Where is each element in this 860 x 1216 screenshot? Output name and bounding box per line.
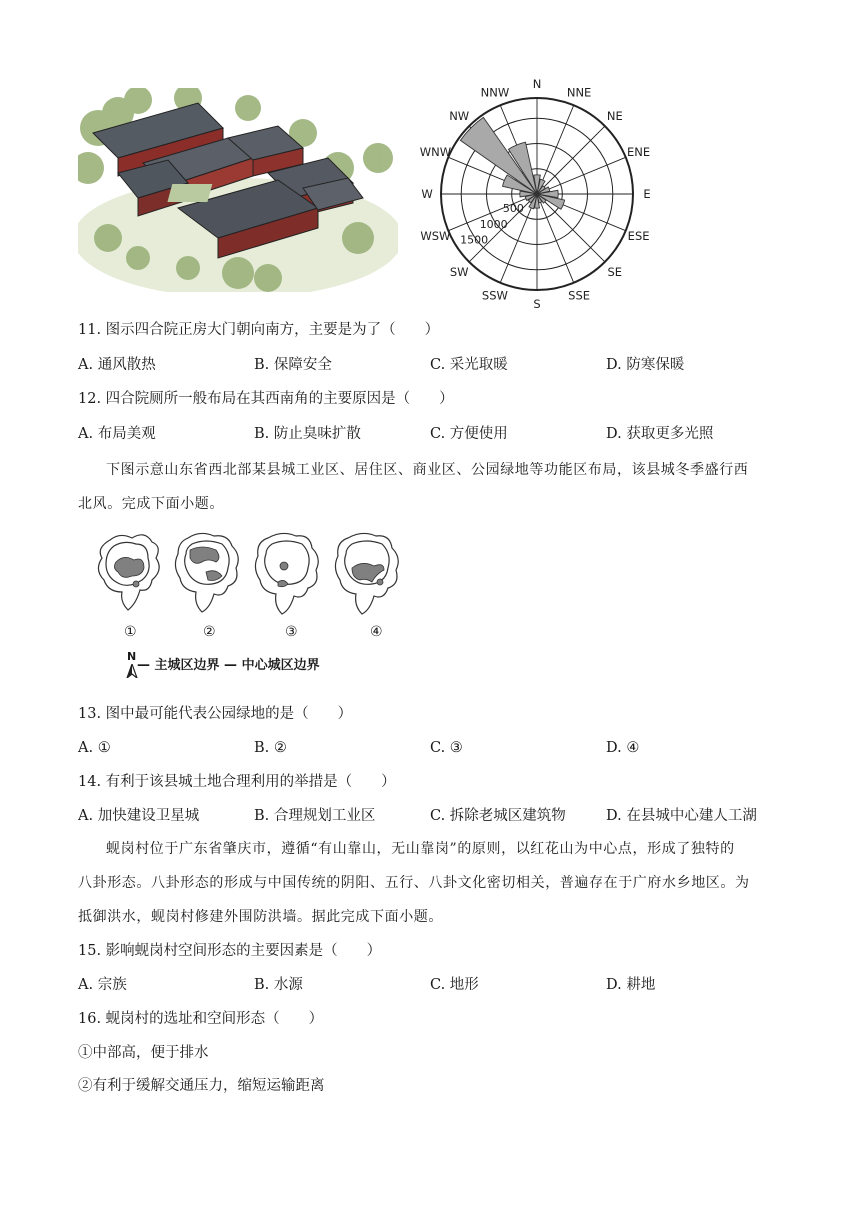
q12-option-c[interactable]: C. 方便使用 xyxy=(430,426,508,442)
courtyard-illustration xyxy=(78,88,398,292)
q13-option-b[interactable]: B. ② xyxy=(254,740,287,756)
map-label-2: ② xyxy=(203,624,216,640)
question-11-stem: 11. 图示四合院正房大门朝向南方，主要是为了（ ） xyxy=(78,322,440,338)
q15-option-a[interactable]: A. 宗族 xyxy=(78,977,127,993)
question-15-stem: 15. 影响蚬岗村空间形态的主要因素是（ ） xyxy=(78,943,382,959)
q15-option-c[interactable]: C. 地形 xyxy=(430,977,479,993)
question-14-stem: 14. 有利于该县城土地合理利用的举措是（ ） xyxy=(78,774,396,790)
rose-label-sw: SW xyxy=(449,264,469,279)
rose-label-nnw: NNW xyxy=(480,85,510,100)
rose-label-nw: NW xyxy=(449,109,470,124)
rose-spoke xyxy=(537,194,605,262)
rose-label-ssw: SSW xyxy=(481,288,508,303)
q16-statement-1: ①中部高，便于排水 xyxy=(78,1045,209,1061)
rose-label-wsw: WSW xyxy=(420,229,451,244)
passage-2 xyxy=(78,832,778,934)
passage-2-line-2: 八卦形态。八卦形态的形成与中国传统的阴阳、五行、八卦文化密切相关，普遍存在于广府水乡地区。为 xyxy=(78,875,750,891)
land-use-maps xyxy=(90,528,420,622)
rose-label-sse: SSE xyxy=(568,288,591,303)
q14-option-b[interactable]: B. 合理规划工业区 xyxy=(254,808,376,824)
passage-2-line-1: 蚬岗村位于广东省肇庆市，遵循“有山靠山，无山靠岗”的原则，以红花山为中心点，形成了独特的 xyxy=(106,841,735,857)
map-legend: — 主城区边界 — 中心城区边界 xyxy=(137,658,320,673)
q14-option-a[interactable]: A. 加快建设卫星城 xyxy=(78,808,200,824)
q15-option-b[interactable]: B. 水源 xyxy=(254,977,303,993)
q11-option-d[interactable]: D. 防寒保暖 xyxy=(606,357,685,373)
rose-ring-label: 500 xyxy=(502,201,524,215)
q13-option-d[interactable]: D. ④ xyxy=(606,740,640,756)
q12-option-b[interactable]: B. 防止臭味扩散 xyxy=(254,426,361,442)
rose-label-n: N xyxy=(532,78,542,91)
question-13-stem: 13. 图中最可能代表公园绿地的是（ ） xyxy=(78,706,353,722)
passage-1-line-2: 北风。完成下面小题。 xyxy=(78,496,224,512)
q14-option-d[interactable]: D. 在县城中心建人工湖 xyxy=(606,808,757,824)
rose-spoke xyxy=(537,126,605,194)
q11-option-a[interactable]: A. 通风散热 xyxy=(78,357,156,373)
map-label-1: ① xyxy=(124,624,137,640)
q12-option-a[interactable]: A. 布局美观 xyxy=(78,426,156,442)
passage-2-line-3: 抵御洪水，蚬岗村修建外围防洪墙。据此完成下面小题。 xyxy=(78,909,443,925)
q14-option-c[interactable]: C. 拆除老城区建筑物 xyxy=(430,808,566,824)
rose-label-ene: ENE xyxy=(627,144,651,159)
rose-label-s: S xyxy=(533,297,541,310)
question-12-stem: 12. 四合院厕所一般布局在其西南角的主要原因是（ ） xyxy=(78,391,454,407)
rose-label-ese: ESE xyxy=(627,229,650,244)
rose-ring-label: 1500 xyxy=(460,233,489,247)
rose-label-w: W xyxy=(421,187,433,201)
q15-option-d[interactable]: D. 耕地 xyxy=(606,977,656,993)
map-label-3: ③ xyxy=(285,624,298,640)
passage-1-line-1: 下图示意山东省西北部某县城工业区、居住区、商业区、公园绿地等功能区布局，该县城冬季盛行西 xyxy=(106,462,749,478)
rose-label-nne: NNE xyxy=(566,85,592,100)
q16-statement-2: ②有利于缓解交通压力，缩短运输距离 xyxy=(78,1078,325,1094)
q12-option-d[interactable]: D. 获取更多光照 xyxy=(606,426,714,442)
rose-label-se: SE xyxy=(607,264,623,279)
question-16-stem: 16. 蚬岗村的选址和空间形态（ ） xyxy=(78,1011,324,1027)
rose-ring-label: 1000 xyxy=(479,217,508,231)
rose-label-e: E xyxy=(643,187,651,201)
map-label-4: ④ xyxy=(370,624,383,640)
rose-label-wnw: WNW xyxy=(419,144,452,159)
wind-rose-chart xyxy=(400,78,690,310)
north-label: N xyxy=(127,650,137,663)
rose-label-ne: NE xyxy=(606,109,623,124)
q13-option-a[interactable]: A. ① xyxy=(78,740,111,756)
passage-1 xyxy=(78,453,778,521)
q11-option-c[interactable]: C. 采光取暖 xyxy=(430,357,508,373)
q13-option-c[interactable]: C. ③ xyxy=(430,740,463,756)
q11-option-b[interactable]: B. 保障安全 xyxy=(254,357,332,373)
